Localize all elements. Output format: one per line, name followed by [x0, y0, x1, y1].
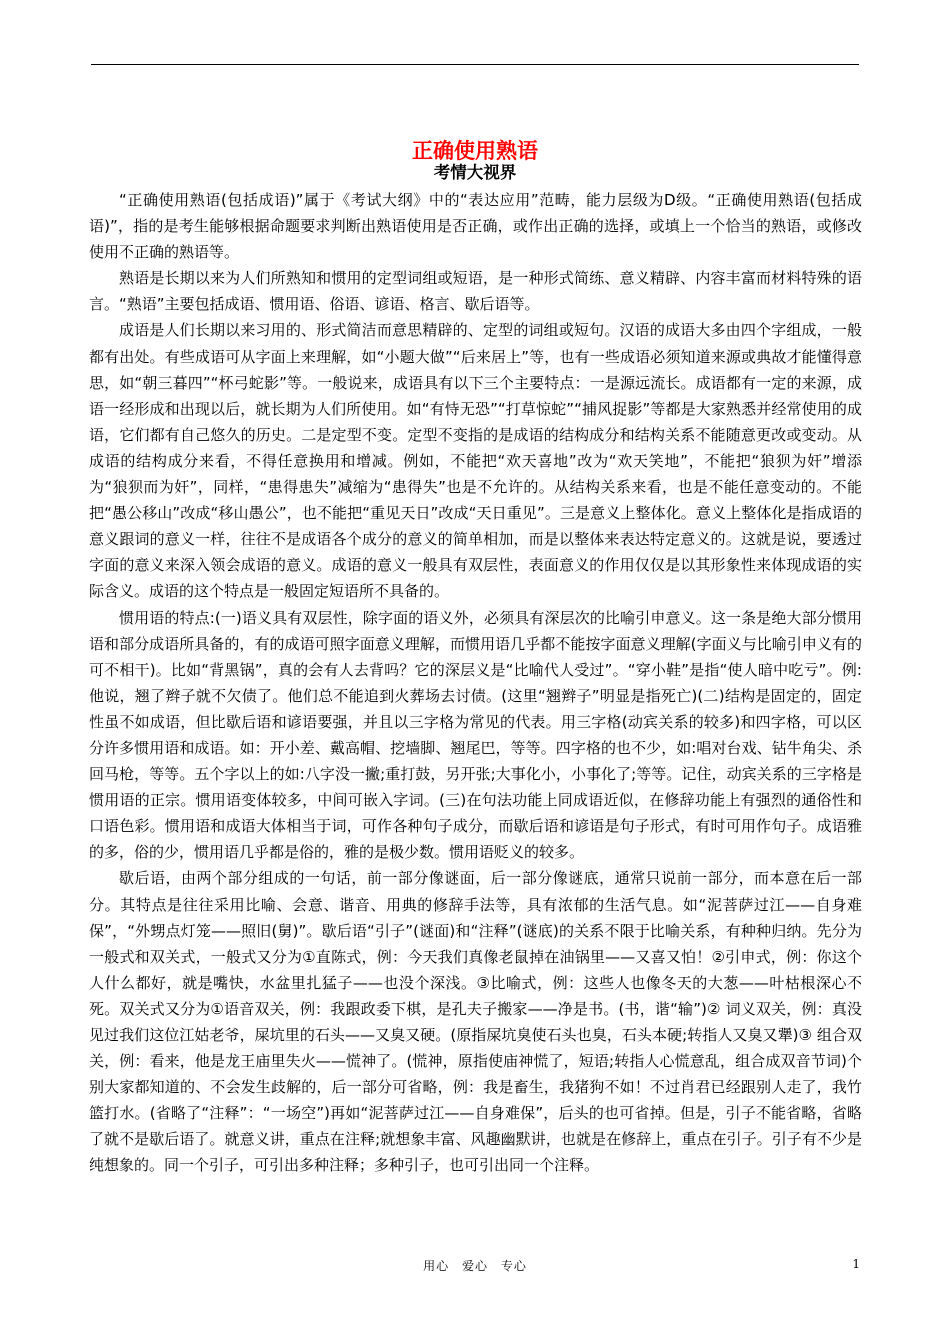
paragraph-chengyu: 成语是人们长期以来习用的、形式简洁而意思精辟的、定型的词组或短句。汉语的成语大多由四个字组成，一般都有出处。有些成语可从字面上来理解，如“小题大做”“后来居上”等，也有一些成语必须知道来源或典故才能懂得意思，如“朝三暮四”“杯弓蛇影”等。一般说来，成语具有以下三个主要特点：一是源远流长。成语都有一定的来源，成语一经形成和出现以后，就长期为人们所使用。如“有恃无恐”“打草惊蛇”“捕风捉影”等都是大家熟悉并经常使用的成语，它们都有自己悠久的历史。二是定型不变。定型不变指的是成语的结构成分和结构关系不能随意更改或变动。从成语的结构成分来看，不得任意换用和增减。例如，不能把“欢天喜地”改为“欢天笑地”，不能把“狼狈为奸”增添为“狼狈而为奸”，同样，“患得患失”减缩为“患得失”也是不允许的。从结构关系来看，也是不能任意变动的。不能把“愚公移山”改成“移山愚公”，也不能把“重见天日”改成“天日重见”。三是意义上整体化。意义上整体化是指成语的意义跟词的意义一样，往往不是成语各个成分的意义的简单相加，而是以整体来表达特定意义的。这就是说，要透过字面的意义来深入领会成语的意义。成语的意义一般具有双层性，表面意义的作用仅仅是以其形象性来体现成语的实际含义。成语的这个特点是一般固定短语所不具备的。 — [89, 321, 862, 601]
document-title: 正确使用熟语 — [412, 138, 538, 163]
footer-motto-item: 专心 — [500, 1259, 527, 1273]
footer-motto-item: 用心 — [423, 1259, 450, 1273]
paragraph-guanyongyu: 惯用语的特点:(一)语义具有双层性，除字面的语义外，必须具有深层次的比喻引申意义。这一条是绝大部分惯用语和部分成语所具备的，有的成语可照字面意义理解，而惯用语几乎都不能按字面意义理解(字面义与比喻引申义有的可不相干)。比如“背黑锅”，真的会有人去背吗？它的深层义是“比喻代人受过”。“穿小鞋”是指“使人暗中吃亏”。例:他说，翘了辫子就不欠债了。他们总不能追到火葬场去讨债。(这里“翘辫子”明显是指死亡)(二)结构是固定的，固定性虽不如成语，但比歇后语和谚语要强，并且以三字格为常见的代表。用三字格(动宾关系的较多)和四字格，可以区分许多惯用语和成语。如：开小差、戴高帽、挖墙脚、翘尾巴，等等。四字格的也不少，如:唱对台戏、钻牛角尖、杀回马枪，等等。五个字以上的如:八字没一撇;重打鼓，另开张;大事化小，小事化了;等等。记住，动宾关系的三字格是惯用语的正宗。惯用语变体较多，中间可嵌入字词。(三)在句法功能上同成语近似，在修辞功能上有强烈的通俗性和口语色彩。惯用语和成语大体相当于词，可作各种句子成分，而歇后语和谚语是句子形式，有时可用作句子。成语雅的多，俗的少，惯用语几乎都是俗的，雅的是极少数。惯用语贬义的较多。 — [89, 608, 862, 862]
footer-motto-item: 爱心 — [461, 1259, 488, 1273]
footer-motto — [0, 1257, 950, 1274]
document-subtitle: 考情大视界 — [433, 163, 517, 182]
paragraph-idiom-definition: 熟语是长期以来为人们所熟知和惯用的定型词组或短语，是一种形式简练、意义精辟、内容丰富而材料特殊的语言。“熟语”主要包括成语、惯用语、俗语、谚语、格言、歇后语等。 — [89, 269, 862, 314]
header-rule — [91, 64, 859, 65]
document-body — [89, 187, 862, 1179]
page-number: 1 — [852, 1257, 860, 1271]
paragraph-exam-scope: “正确使用熟语(包括成语)”属于《考试大纲》中的“表达应用”范畴，能力层级为D级。“正确使用熟语(包括成语)”，指的是考生能够根据命题要求判断出熟语使用是否正确，或作出正确的选择，或填上一个恰当的熟语，或修改使用不正确的熟语等。 — [89, 191, 862, 262]
paragraph-xiehouyu: 歇后语，由两个部分组成的一句话，前一部分像谜面，后一部分像谜底，通常只说前一部分，而本意在后一部分。其特点是往往采用比喻、会意、谐音、用典的修辞手法等，具有浓郁的生活气息。如“泥菩萨过江——自身难保”，“外甥点灯笼——照旧(舅)”。歇后语“引子”(谜面)和“注释”(谜底)的关系不限于比喻关系，有种种归纳。先分为一般式和双关式，一般式又分为①直陈式，例：今天我们真像老鼠掉在油锅里——又喜又怕！②引申式，例：你这个人什么都好，就是嘴快，水盆里扎猛子——也没个深浅。③比喻式，例：这些人也像冬天的大葱——叶枯根深心不死。双关式又分为①语音双关，例：我跟政委下棋，是孔夫子搬家——净是书。(书，谐“输”)② 词义双关，例：真没见过我们这位江姑老爷，屎坑里的石头——又臭又硬。(原指屎坑臭使石头也臭，石头本硬;转指人又臭又犟)③ 组合双关，例：看来，他是龙王庙里失火——慌神了。(慌神，原指使庙神慌了，短语;转指人心慌意乱，组合成双音节词)个别大家都知道的、不会发生歧解的，后一部分可省略，例：我是畜生，我猪狗不如！不过肖君已经跟别人走了，我竹篮打水。(省略了“注释”：“一场空”)再如“泥菩萨过江——自身难保”，后头的也可省掉。但是，引子不能省略，省略了就不是歇后语了。就意义讲，重点在注释;就想象丰富、风趣幽默讲，也就是在修辞上，重点在引子。引子有不少是纯想象的。同一个引子，可引出多种注释；多种引子，也可引出同一个注释。 — [89, 869, 862, 1175]
